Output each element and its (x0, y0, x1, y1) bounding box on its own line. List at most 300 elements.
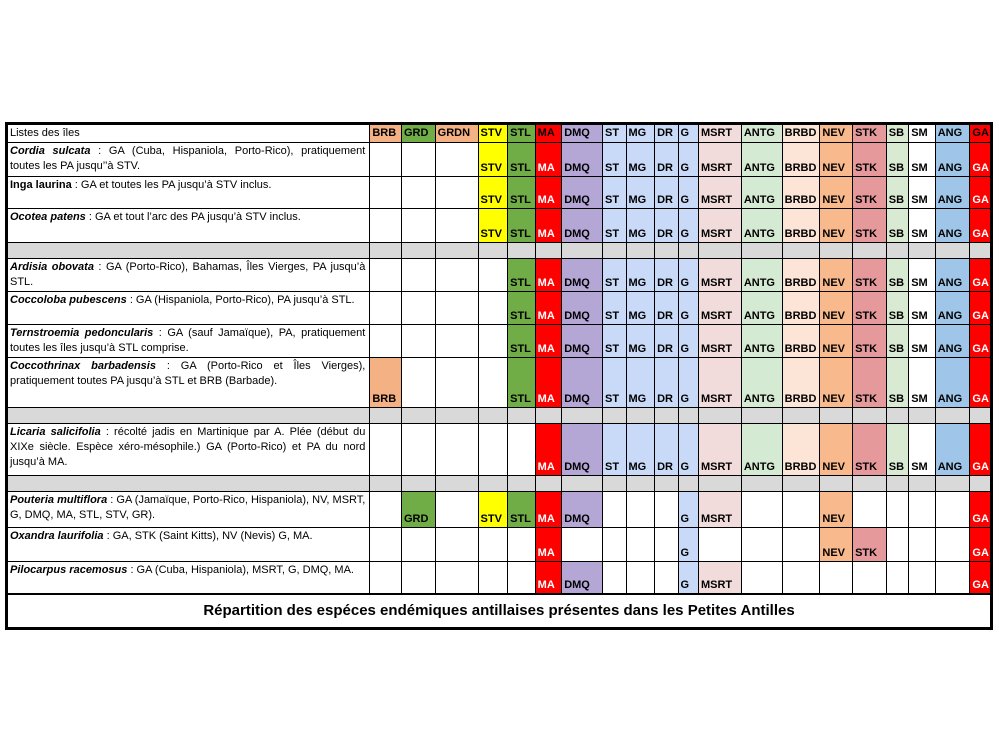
separator-cell (820, 476, 853, 492)
species-range-text: : GA et toutes les PA jusqu’à STV inclus. (71, 179, 272, 191)
presence-cell-stl: STL (508, 143, 536, 177)
presence-cell-g: G (678, 424, 698, 476)
separator-cell (853, 408, 887, 424)
presence-cell-stv: STV (478, 143, 508, 177)
separator-cell (698, 476, 741, 492)
species-description (8, 292, 370, 325)
separator-cell (535, 408, 562, 424)
species-description (8, 492, 370, 528)
separator-cell (435, 476, 478, 492)
species-range-text: : GA (Porto-Rico et Îles Vierges), pratiquement toutes PA jusqu’à STL et BRB (Barbade). (10, 360, 366, 387)
separator-row (8, 408, 991, 424)
presence-cell-grd (402, 177, 436, 209)
presence-cell-grd (402, 562, 436, 594)
island-header-mg: MG (626, 125, 655, 143)
presence-cell-nev: NEV (820, 259, 853, 292)
island-header-g: G (678, 125, 698, 143)
presence-cell-ma: MA (535, 325, 562, 358)
presence-cell-mg: MG (626, 209, 655, 243)
separator-cell (853, 243, 887, 259)
presence-cell-grd (402, 259, 436, 292)
presence-cell-grd (402, 358, 436, 408)
presence-cell-ang: ANG (935, 143, 970, 177)
island-header-antg: ANTG (741, 125, 782, 143)
presence-cell-msrt: MSRT (698, 143, 741, 177)
presence-cell-st (603, 562, 626, 594)
presence-cell-g: G (678, 292, 698, 325)
presence-cell-stl: STL (508, 325, 536, 358)
presence-cell-ga: GA (970, 492, 991, 528)
presence-cell-dmq: DMQ (562, 177, 603, 209)
island-header-stk: STK (853, 125, 887, 143)
separator-cell (603, 408, 626, 424)
presence-cell-stl: STL (508, 358, 536, 408)
species-description (8, 424, 370, 476)
presence-cell-dr: DR (655, 358, 678, 408)
presence-cell-ang: ANG (935, 209, 970, 243)
presence-cell-grdn (435, 528, 478, 562)
presence-cell-mg: MG (626, 292, 655, 325)
island-header-stv: STV (478, 125, 508, 143)
separator-cell (782, 476, 820, 492)
species-range-text: : GA (Cuba, Hispaniola), MSRT, G, DMQ, MA. (127, 564, 354, 576)
presence-cell-brbd (782, 492, 820, 528)
caption-row (8, 594, 991, 628)
presence-cell-nev: NEV (820, 358, 853, 408)
presence-cell-st: ST (603, 177, 626, 209)
presence-cell-sb: SB (886, 177, 908, 209)
separator-cell (478, 243, 508, 259)
presence-cell-stv: STV (478, 492, 508, 528)
species-row (8, 292, 991, 325)
separator-cell (626, 408, 655, 424)
presence-cell-msrt: MSRT (698, 358, 741, 408)
presence-cell-nev: NEV (820, 424, 853, 476)
separator-cell (562, 408, 603, 424)
presence-cell-grd (402, 528, 436, 562)
presence-cell-g: G (678, 358, 698, 408)
island-header-dmq: DMQ (562, 125, 603, 143)
presence-cell-brb (370, 209, 402, 243)
species-row (8, 259, 991, 292)
separator-cell (782, 243, 820, 259)
presence-cell-st: ST (603, 143, 626, 177)
distribution-table (5, 122, 993, 630)
species-range-text: : GA (sauf Jamaïque), PA, pratiquement toutes les îles jusqu’à STL comprise. (10, 327, 366, 354)
presence-cell-ga: GA (970, 143, 991, 177)
presence-cell-dmq (562, 528, 603, 562)
presence-cell-sm: SM (909, 424, 936, 476)
presence-cell-mg: MG (626, 143, 655, 177)
presence-cell-st: ST (603, 259, 626, 292)
separator-cell (8, 476, 370, 492)
presence-cell-grdn (435, 292, 478, 325)
species-description (8, 358, 370, 408)
separator-cell (402, 408, 436, 424)
presence-cell-brb (370, 424, 402, 476)
presence-cell-dr (655, 492, 678, 528)
presence-cell-brbd: BRBD (782, 358, 820, 408)
presence-cell-dmq: DMQ (562, 492, 603, 528)
presence-cell-msrt: MSRT (698, 424, 741, 476)
species-range-text: : récolté jadis en Martinique par A. Plée (début du XIXe siècle. Espèce xéro-mésophile.) GA (Porto-Rico) et PA du nord jusqu’à MA. (10, 426, 366, 468)
species-name: Pouteria multiflora (10, 494, 108, 506)
species-range-text: : GA (Jamaïque, Porto-Rico, Hispaniola), NV, MSRT, G, DMQ, MA, STL, STV, GR). (10, 494, 366, 521)
island-header-nev: NEV (820, 125, 853, 143)
presence-cell-sm: SM (909, 325, 936, 358)
separator-cell (678, 408, 698, 424)
presence-cell-stv (478, 528, 508, 562)
separator-cell (435, 243, 478, 259)
presence-cell-stk (853, 562, 887, 594)
presence-cell-grdn (435, 177, 478, 209)
separator-cell (935, 408, 970, 424)
presence-cell-ma: MA (535, 358, 562, 408)
presence-cell-ang: ANG (935, 292, 970, 325)
presence-cell-msrt: MSRT (698, 259, 741, 292)
island-header-sm: SM (909, 125, 936, 143)
table-caption: Répartition des espéces endémiques antillaises présentes dans les Petites Antilles (8, 594, 991, 628)
island-header-brbd: BRBD (782, 125, 820, 143)
presence-cell-ma: MA (535, 177, 562, 209)
separator-cell (535, 243, 562, 259)
species-description (8, 177, 370, 209)
species-range-text: : GA et tout l’arc des PA jusqu’à STV inclus. (85, 211, 301, 223)
presence-cell-stk: STK (853, 143, 887, 177)
species-description (8, 562, 370, 594)
species-description (8, 143, 370, 177)
separator-cell (562, 476, 603, 492)
species-row (8, 325, 991, 358)
presence-cell-ma: MA (535, 562, 562, 594)
presence-cell-msrt: MSRT (698, 492, 741, 528)
separator-cell (435, 408, 478, 424)
presence-cell-ma: MA (535, 209, 562, 243)
presence-cell-stk: STK (853, 528, 887, 562)
presence-cell-sb (886, 528, 908, 562)
presence-cell-brb: BRB (370, 358, 402, 408)
presence-cell-antg: ANTG (741, 292, 782, 325)
presence-cell-g: G (678, 143, 698, 177)
separator-cell (741, 243, 782, 259)
presence-cell-grd (402, 325, 436, 358)
presence-cell-grd: GRD (402, 492, 436, 528)
separator-cell (370, 476, 402, 492)
presence-cell-g: G (678, 325, 698, 358)
presence-cell-g: G (678, 492, 698, 528)
island-header-stl: STL (508, 125, 536, 143)
presence-cell-grd (402, 424, 436, 476)
separator-cell (886, 243, 908, 259)
separator-cell (562, 243, 603, 259)
header-row (8, 125, 991, 143)
presence-cell-brbd: BRBD (782, 424, 820, 476)
island-header-msrt: MSRT (698, 125, 741, 143)
presence-cell-dr: DR (655, 292, 678, 325)
presence-cell-st: ST (603, 424, 626, 476)
presence-cell-grdn (435, 209, 478, 243)
presence-cell-nev: NEV (820, 143, 853, 177)
presence-cell-ga: GA (970, 424, 991, 476)
island-header-grdn: GRDN (435, 125, 478, 143)
presence-cell-ma: MA (535, 492, 562, 528)
presence-cell-mg: MG (626, 177, 655, 209)
presence-cell-ga: GA (970, 177, 991, 209)
presence-cell-g: G (678, 562, 698, 594)
presence-cell-antg: ANTG (741, 424, 782, 476)
presence-cell-brbd (782, 562, 820, 594)
presence-cell-stv (478, 424, 508, 476)
presence-cell-grdn (435, 259, 478, 292)
island-header-st: ST (603, 125, 626, 143)
presence-cell-dmq: DMQ (562, 562, 603, 594)
separator-cell (970, 243, 991, 259)
presence-cell-g: G (678, 259, 698, 292)
presence-cell-antg: ANTG (741, 177, 782, 209)
presence-cell-nev (820, 562, 853, 594)
separator-cell (478, 408, 508, 424)
presence-cell-nev: NEV (820, 177, 853, 209)
presence-cell-sb: SB (886, 358, 908, 408)
separator-cell (508, 243, 536, 259)
presence-cell-stk: STK (853, 259, 887, 292)
presence-cell-sm: SM (909, 209, 936, 243)
separator-cell (8, 243, 370, 259)
island-header-ma: MA (535, 125, 562, 143)
presence-cell-sb (886, 562, 908, 594)
presence-cell-ang: ANG (935, 424, 970, 476)
separator-cell (402, 476, 436, 492)
presence-cell-stk: STK (853, 325, 887, 358)
presence-cell-ang (935, 492, 970, 528)
separator-cell (8, 408, 370, 424)
presence-cell-antg: ANTG (741, 259, 782, 292)
presence-cell-mg (626, 562, 655, 594)
species-name: Coccoloba pubescens (10, 294, 127, 306)
presence-cell-stk: STK (853, 292, 887, 325)
separator-cell (909, 408, 936, 424)
presence-cell-nev: NEV (820, 528, 853, 562)
presence-cell-brbd (782, 528, 820, 562)
species-name: Ocotea patens (10, 211, 86, 223)
separator-row (8, 476, 991, 492)
separator-cell (603, 476, 626, 492)
presence-cell-ga: GA (970, 292, 991, 325)
separator-row (8, 243, 991, 259)
species-name: Ternstroemia pedoncularis (10, 327, 154, 339)
presence-cell-grdn (435, 358, 478, 408)
species-row (8, 209, 991, 243)
presence-cell-st: ST (603, 358, 626, 408)
presence-cell-dr: DR (655, 325, 678, 358)
presence-cell-dmq: DMQ (562, 424, 603, 476)
species-range-text: : GA (Cuba, Hispaniola, Porto-Rico), pratiquement toutes les PA jusqu’’à STV. (10, 145, 366, 172)
presence-cell-grdn (435, 143, 478, 177)
presence-cell-msrt: MSRT (698, 177, 741, 209)
presence-cell-sb: SB (886, 259, 908, 292)
species-row (8, 528, 991, 562)
presence-cell-stl: STL (508, 209, 536, 243)
presence-cell-ma: MA (535, 292, 562, 325)
presence-cell-ga: GA (970, 528, 991, 562)
presence-cell-nev: NEV (820, 292, 853, 325)
presence-cell-stl (508, 562, 536, 594)
separator-cell (508, 476, 536, 492)
presence-cell-grdn (435, 325, 478, 358)
presence-cell-st (603, 492, 626, 528)
presence-cell-stk: STK (853, 177, 887, 209)
species-row (8, 562, 991, 594)
presence-cell-dr: DR (655, 143, 678, 177)
separator-cell (508, 408, 536, 424)
species-row (8, 424, 991, 476)
separator-cell (970, 408, 991, 424)
species-range-text: : GA (Hispaniola, Porto-Rico), PA jusqu’à STL. (126, 294, 355, 306)
presence-cell-ang: ANG (935, 358, 970, 408)
presence-cell-dr: DR (655, 177, 678, 209)
presence-cell-brb (370, 528, 402, 562)
presence-cell-stl: STL (508, 292, 536, 325)
presence-cell-stl: STL (508, 177, 536, 209)
presence-cell-nev: NEV (820, 209, 853, 243)
presence-cell-st (603, 528, 626, 562)
presence-cell-brbd: BRBD (782, 177, 820, 209)
presence-cell-sm: SM (909, 358, 936, 408)
presence-cell-stv: STV (478, 177, 508, 209)
separator-cell (909, 476, 936, 492)
presence-cell-antg (741, 562, 782, 594)
species-description (8, 325, 370, 358)
species-name: Ardisia obovata (10, 261, 94, 273)
presence-cell-msrt: MSRT (698, 292, 741, 325)
separator-cell (402, 243, 436, 259)
presence-cell-ma: MA (535, 528, 562, 562)
species-description (8, 209, 370, 243)
presence-cell-stv (478, 325, 508, 358)
presence-cell-sb (886, 492, 908, 528)
species-name: Coccothrinax barbadensis (10, 360, 156, 372)
presence-cell-stk (853, 492, 887, 528)
presence-cell-ang: ANG (935, 259, 970, 292)
presence-cell-stv (478, 259, 508, 292)
separator-cell (655, 408, 678, 424)
separator-cell (820, 243, 853, 259)
separator-cell (970, 476, 991, 492)
separator-cell (655, 243, 678, 259)
presence-cell-stk: STK (853, 358, 887, 408)
species-name: Licaria salicifolia (10, 426, 101, 438)
presence-cell-ang (935, 562, 970, 594)
island-header-dr: DR (655, 125, 678, 143)
header-label: Listes des îles (8, 125, 370, 143)
presence-cell-dmq: DMQ (562, 292, 603, 325)
presence-cell-grd (402, 143, 436, 177)
presence-cell-g: G (678, 177, 698, 209)
species-row (8, 358, 991, 408)
separator-cell (478, 476, 508, 492)
presence-cell-stv (478, 562, 508, 594)
presence-cell-dmq: DMQ (562, 209, 603, 243)
presence-cell-grdn (435, 562, 478, 594)
separator-cell (698, 408, 741, 424)
presence-cell-ga: GA (970, 358, 991, 408)
presence-cell-stk: STK (853, 209, 887, 243)
presence-cell-dmq: DMQ (562, 325, 603, 358)
separator-cell (535, 476, 562, 492)
presence-cell-ga: GA (970, 325, 991, 358)
presence-cell-sb: SB (886, 325, 908, 358)
separator-cell (886, 476, 908, 492)
presence-cell-sm: SM (909, 259, 936, 292)
presence-cell-msrt: MSRT (698, 562, 741, 594)
presence-cell-ma: MA (535, 143, 562, 177)
presence-cell-sm (909, 562, 936, 594)
species-name: Pilocarpus racemosus (10, 564, 128, 576)
presence-cell-brb (370, 259, 402, 292)
presence-cell-sb: SB (886, 292, 908, 325)
presence-cell-ga: GA (970, 259, 991, 292)
presence-cell-mg: MG (626, 358, 655, 408)
presence-cell-stl: STL (508, 492, 536, 528)
presence-cell-g: G (678, 528, 698, 562)
presence-cell-brbd: BRBD (782, 325, 820, 358)
presence-cell-msrt (698, 528, 741, 562)
presence-cell-antg: ANTG (741, 143, 782, 177)
presence-cell-brbd: BRBD (782, 209, 820, 243)
presence-cell-brb (370, 143, 402, 177)
presence-cell-ga: GA (970, 562, 991, 594)
presence-cell-ang: ANG (935, 325, 970, 358)
presence-cell-sm (909, 528, 936, 562)
presence-cell-stl: STL (508, 259, 536, 292)
presence-cell-antg: ANTG (741, 209, 782, 243)
presence-cell-dmq: DMQ (562, 259, 603, 292)
separator-cell (626, 243, 655, 259)
separator-cell (935, 243, 970, 259)
presence-cell-antg: ANTG (741, 358, 782, 408)
separator-cell (370, 243, 402, 259)
presence-cell-brb (370, 292, 402, 325)
presence-cell-brb (370, 177, 402, 209)
separator-cell (741, 408, 782, 424)
presence-cell-nev: NEV (820, 492, 853, 528)
presence-cell-stl (508, 528, 536, 562)
separator-cell (935, 476, 970, 492)
island-header-ga: GA (970, 125, 991, 143)
presence-cell-mg: MG (626, 325, 655, 358)
presence-cell-sb: SB (886, 424, 908, 476)
presence-cell-brb (370, 325, 402, 358)
presence-cell-brb (370, 492, 402, 528)
presence-cell-stv (478, 358, 508, 408)
presence-cell-sb: SB (886, 209, 908, 243)
presence-cell-sm: SM (909, 292, 936, 325)
presence-cell-grdn (435, 424, 478, 476)
presence-cell-sm: SM (909, 143, 936, 177)
presence-cell-mg: MG (626, 424, 655, 476)
island-header-ang: ANG (935, 125, 970, 143)
species-name: Inga laurina (10, 179, 72, 191)
separator-cell (698, 243, 741, 259)
presence-cell-dr (655, 562, 678, 594)
presence-cell-ga: GA (970, 209, 991, 243)
presence-cell-dr: DR (655, 209, 678, 243)
presence-cell-sb: SB (886, 143, 908, 177)
presence-cell-ang (935, 528, 970, 562)
separator-cell (603, 243, 626, 259)
species-range-text: : GA (Porto-Rico), Bahamas, Îles Vierges, PA jusqu’à STL. (10, 261, 366, 288)
presence-cell-g: G (678, 209, 698, 243)
